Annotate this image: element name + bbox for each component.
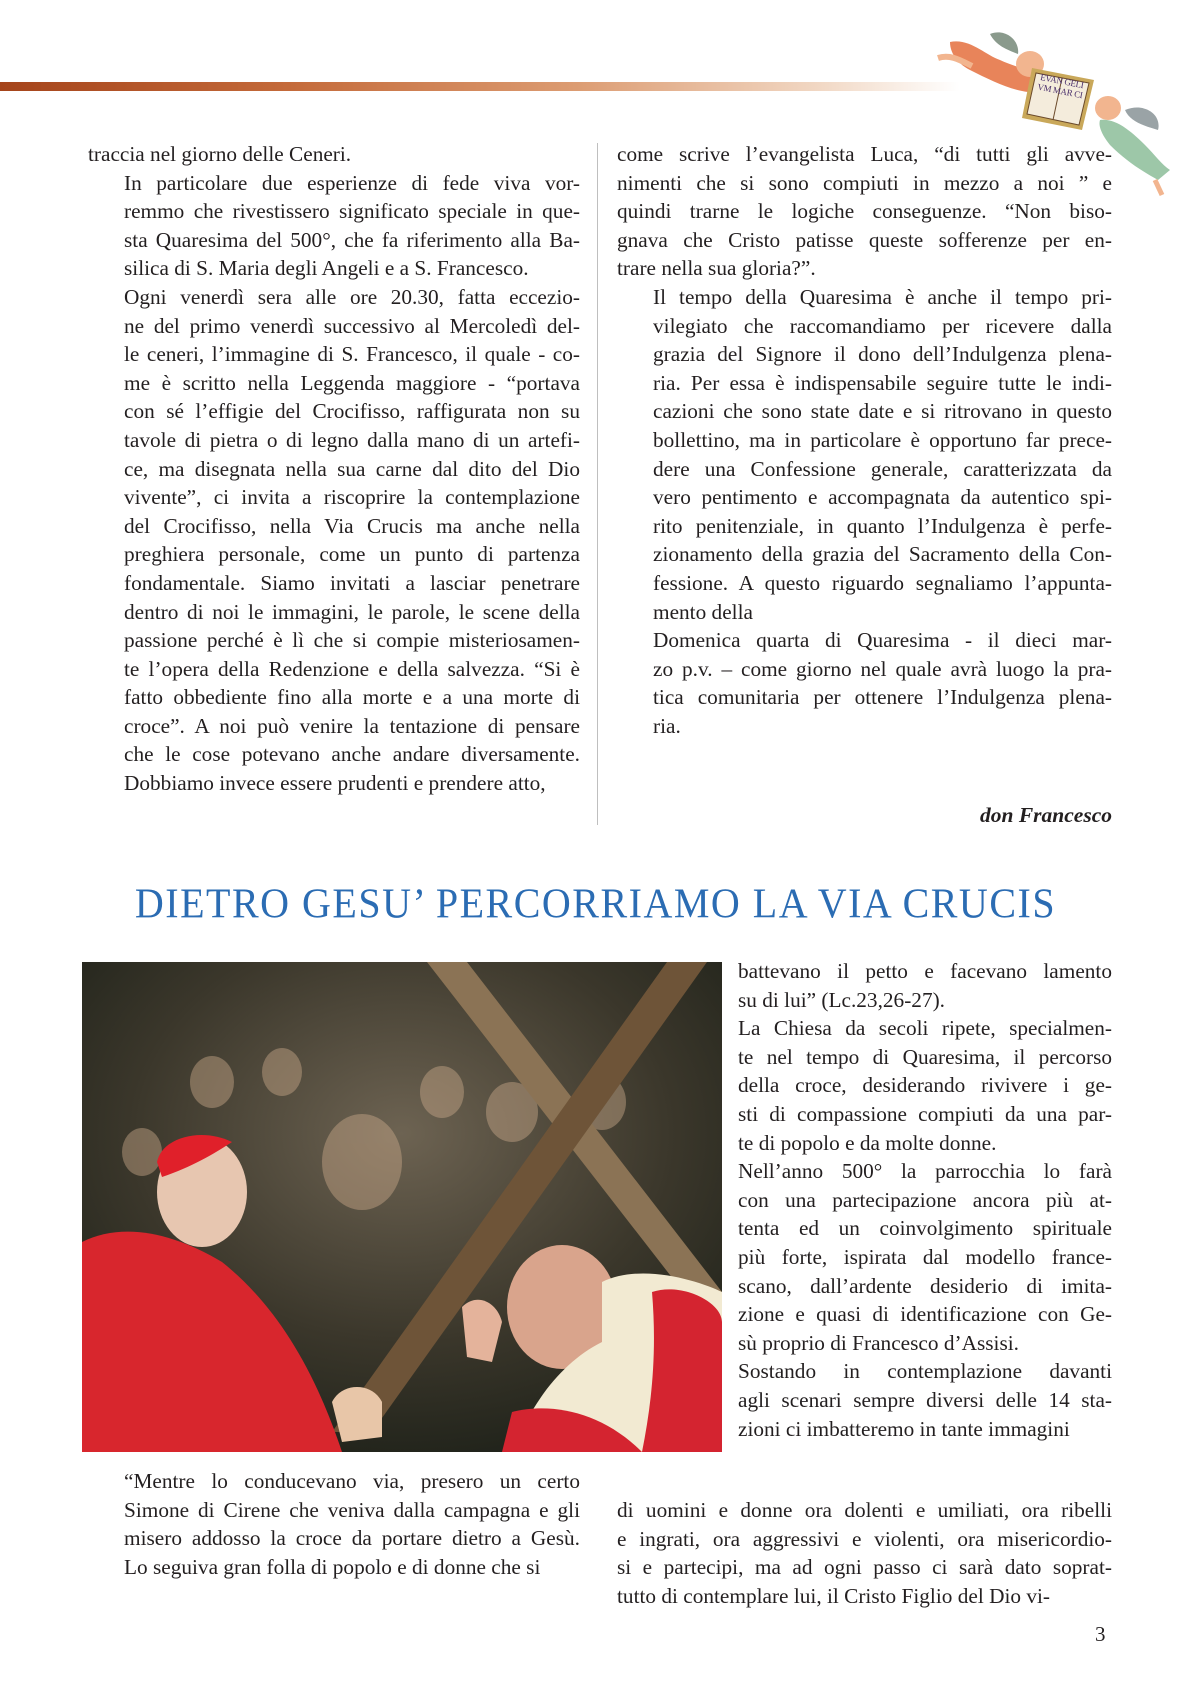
text-line: con una partecipazione ancora più at- xyxy=(738,1187,1112,1212)
text-line: tutto di contemplare lui, il Cristo Figlio del Dio vi- xyxy=(617,1583,1050,1608)
text-line: Sostando in contemplazione davanti xyxy=(738,1359,1112,1384)
paragraph xyxy=(617,626,1112,740)
text-line: silica di S. Maria degli Angeli e a S. Francesco. xyxy=(124,256,529,281)
text-line: te di popolo e da molte donne. xyxy=(738,1130,997,1155)
text-line: sù proprio di Francesco d’Assisi. xyxy=(738,1330,1019,1355)
text-line: agli scenari sempre diversi delle 14 sta- xyxy=(738,1387,1112,1412)
text-line: di uomini e donne ora dolenti e umiliati, ora ribelli xyxy=(617,1498,1112,1522)
text-line: grazia del Signore il dono dell’Indulgenza plena- xyxy=(653,342,1112,367)
text-line: ria. Per essa è indispensabile seguire tutte le indi- xyxy=(653,370,1112,395)
paragraph xyxy=(88,169,580,283)
text-line: sti di compassione compiuti da una par- xyxy=(738,1101,1112,1126)
text-line: del Crocifisso, nella Via Crucis ma anche nella xyxy=(124,513,580,538)
text-line: fatto obbediente fino alla morte e a una morte di xyxy=(124,685,580,710)
text-line: Nell’anno 500° la parrocchia lo farà xyxy=(738,1159,1112,1184)
text-line: con sé l’effigie del Crocifisso, raffigurata non su xyxy=(124,399,580,424)
text-line: nimenti che si sono compiuti in mezzo a noi ” e xyxy=(617,170,1112,195)
text-line: fessione. A questo riguardo segnaliamo l’appunta- xyxy=(653,570,1112,595)
text-line: le ceneri, l’immagine di S. Francesco, il quale - co- xyxy=(124,342,580,367)
text-line: come scrive l’evangelista Luca, “di tutti gli avve- xyxy=(617,142,1112,166)
text-line: ce, ma disegnata nella sua carne dal dito del Dio xyxy=(124,456,580,481)
paragraph xyxy=(738,957,1112,1014)
text-line: sta Quaresima del 500°, che fa riferimento alla Ba- xyxy=(124,227,580,252)
text-line: Domenica quarta di Quaresima - il dieci mar- xyxy=(653,628,1112,653)
paragraph xyxy=(617,1496,1112,1610)
header-decorative-bar xyxy=(0,82,960,91)
text-line: croce”. A noi può venire la tentazione di pensare xyxy=(124,713,580,738)
text-line: rito penitenziale, in quanto l’Indulgenza è perfe- xyxy=(653,513,1112,538)
article-signature: don Francesco xyxy=(980,803,1112,827)
text-line: tenta ed un coinvolgimento spirituale xyxy=(738,1216,1112,1241)
text-line: Lo seguiva gran folla di popolo e di donne che si xyxy=(124,1554,541,1579)
text-line: misero addosso la croce da portare dietro a Gesù. xyxy=(124,1526,580,1551)
article1-left-column xyxy=(88,140,580,798)
text-line: cazioni che sono state date e si ritrovano in questo xyxy=(653,399,1112,424)
section-title: DIETRO GESU’ PERCORRIAMO LA VIA CRUCIS xyxy=(134,879,1057,928)
text-line: che le cose potevano anche andare diversamente. xyxy=(124,742,580,767)
text-line: mento della xyxy=(653,599,753,624)
via-crucis-photo xyxy=(82,962,722,1452)
text-line: Simone di Cirene che veniva dalla campagna e gli xyxy=(124,1497,580,1522)
text-line: gnava che Cristo patisse queste sofferenze per en- xyxy=(617,227,1112,252)
ornament-book-text: EVAN GELI VM MAR CI xyxy=(1036,71,1085,101)
text-line: vero pentimento e accompagnata da autentico spi- xyxy=(653,485,1112,510)
text-line: “Mentre lo conducevano via, presero un certo xyxy=(124,1469,580,1493)
text-line: si e partecipi, ma ad ogni passo ci sarà dato soprat- xyxy=(617,1555,1112,1580)
article2-below-photo-right xyxy=(617,1496,1112,1610)
text-line: vilegiato che raccomandiamo per ricevere dalla xyxy=(653,313,1112,338)
text-line: trare nella sua gloria?”. xyxy=(617,256,816,281)
text-line: La Chiesa da secoli ripete, specialmen- xyxy=(738,1016,1112,1041)
text-line: tavole di pietra o di legno dalla mano di un artefi- xyxy=(124,427,580,452)
article1-right-column xyxy=(617,140,1112,740)
text-line: su di lui” (Lc.23,26-27). xyxy=(738,987,946,1012)
paragraph xyxy=(88,140,580,169)
text-line: me è scritto nella Leggenda maggiore - “portava xyxy=(124,370,580,395)
text-line: più forte, ispirata dal modello france- xyxy=(738,1244,1112,1269)
text-line: passione perché è lì che si compie misteriosamen- xyxy=(124,628,580,653)
paragraph xyxy=(617,283,1112,626)
text-line: In particolare due esperienze di fede viva vor- xyxy=(124,170,580,195)
text-line: scano, dall’ardente desiderio di imita- xyxy=(738,1273,1112,1298)
page-number: 3 xyxy=(1095,1622,1106,1646)
column-divider xyxy=(597,143,598,825)
text-line: ria. xyxy=(653,713,681,738)
text-line: remmo che rivestissero significato speciale in que- xyxy=(124,199,580,224)
text-line: tica comunitaria per ottenere l’Indulgenza plena- xyxy=(653,685,1112,710)
text-line: preghiera personale, come un punto di partenza xyxy=(124,542,580,567)
text-line: te nel tempo di Quaresima, il percorso xyxy=(738,1044,1112,1069)
text-line: dere una Confessione generale, caratterizzata da xyxy=(653,456,1112,481)
article2-right-of-photo xyxy=(738,957,1112,1443)
paragraph xyxy=(738,1357,1112,1443)
text-line: bollettino, ma in particolare è opportuno far prece- xyxy=(653,427,1112,452)
text-line: zionamento della grazia del Sacramento della Con- xyxy=(653,542,1112,567)
text-line: ne del primo venerdì successivo al Mercoledì del- xyxy=(124,313,580,338)
paragraph xyxy=(738,1157,1112,1357)
text-line: quindi trarne le logiche conseguenze. “Non biso- xyxy=(617,199,1112,224)
text-line: e ingrati, ora aggressivi e violenti, ora misericordio- xyxy=(617,1526,1112,1551)
article2-below-photo-left xyxy=(88,1467,580,1581)
text-line: zione e quasi di identificazione con Ge- xyxy=(738,1302,1112,1327)
text-line: Ogni venerdì sera alle ore 20.30, fatta eccezio- xyxy=(124,284,580,309)
paragraph xyxy=(88,283,580,798)
paragraph xyxy=(617,140,1112,283)
text-line: zioni ci imbatteremo in tante immagini xyxy=(738,1416,1070,1441)
text-line: te l’opera della Redenzione e della salvezza. “Si è xyxy=(124,656,580,681)
text-line: vivente”, ci invita a riscoprire la contemplazione xyxy=(124,485,580,510)
text-line: traccia nel giorno delle Ceneri. xyxy=(88,142,352,166)
text-line: battevano il petto e facevano lamento xyxy=(738,959,1112,983)
text-line: della croce, desiderando rivivere i ge- xyxy=(738,1073,1112,1098)
text-line: Dobbiamo invece essere prudenti e prendere atto, xyxy=(124,771,546,796)
text-line: dentro di noi le immagini, le parole, le scene della xyxy=(124,599,580,624)
text-line: zo p.v. – come giorno nel quale avrà luogo la pra- xyxy=(653,656,1112,681)
text-line: Il tempo della Quaresima è anche il tempo pri- xyxy=(653,284,1112,309)
text-line: fondamentale. Siamo invitati a lasciar penetrare xyxy=(124,570,580,595)
paragraph xyxy=(738,1014,1112,1157)
paragraph xyxy=(88,1467,580,1581)
